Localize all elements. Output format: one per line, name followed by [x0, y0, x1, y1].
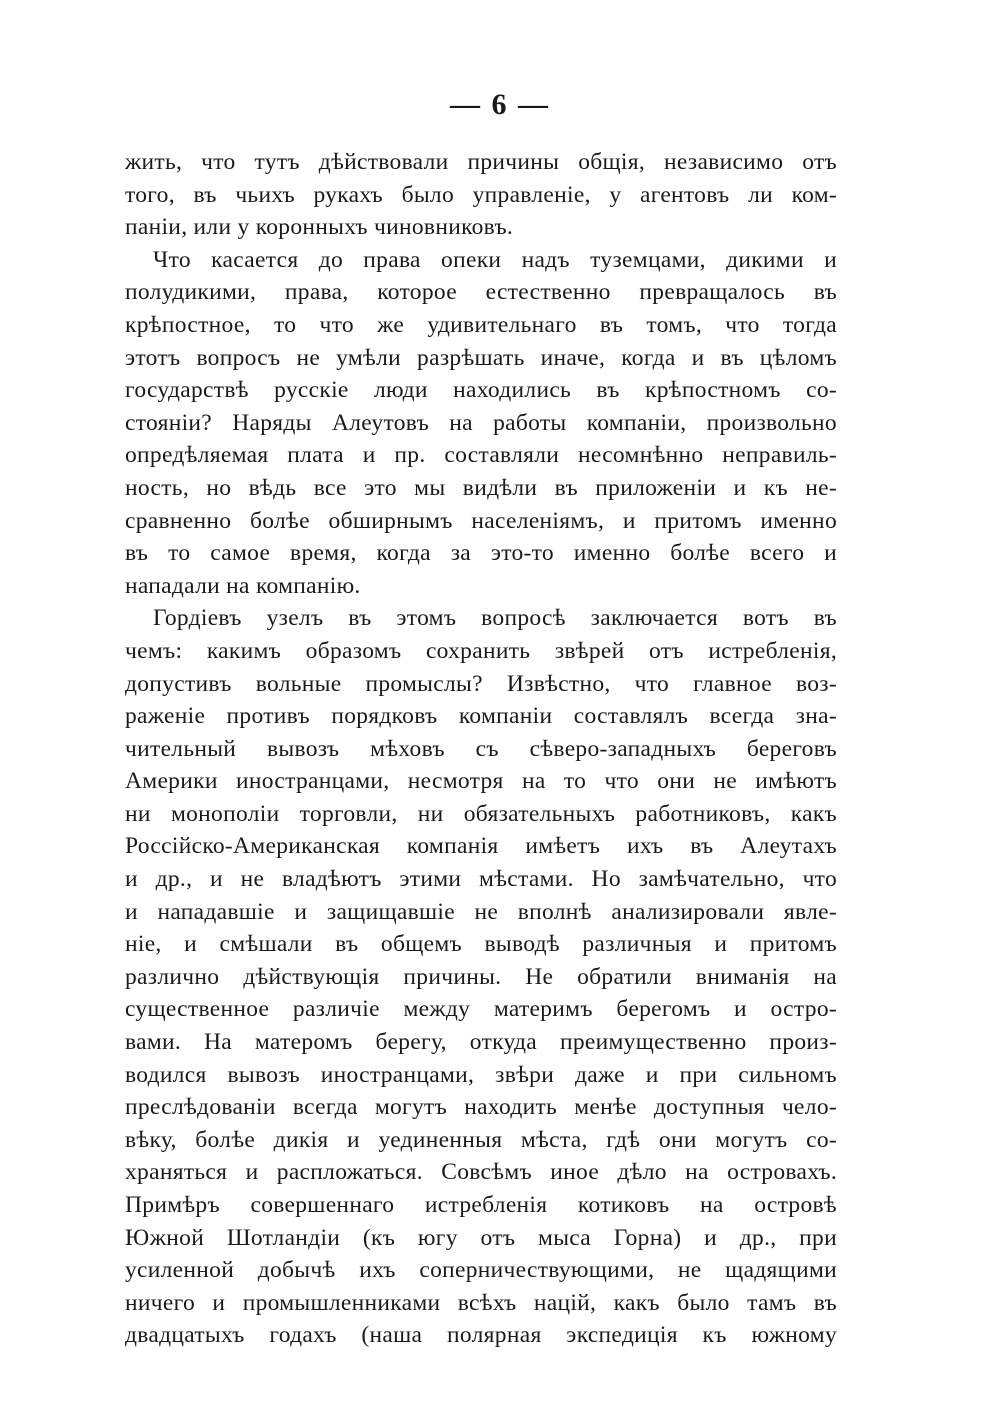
paragraph-start-line: Что касается до права опеки надъ туземцами, дикими и	[153, 246, 837, 273]
text-line: стояніи? Наряды Алеутовъ на работы компаніи, произвольно	[125, 409, 837, 436]
page-number: — 6 —	[450, 88, 550, 121]
text-line: сравненно болѣе обширнымъ населеніямъ, и притомъ именно	[125, 507, 837, 534]
text-line: ничего и промышленниками всѣхъ націй, какъ было тамъ въ	[125, 1289, 837, 1316]
text-line: ность, но вѣдь все это мы видѣли въ приложеніи и къ не-	[125, 474, 837, 501]
text-line: Примѣръ совершеннаго истребленія котиковъ на островѣ	[125, 1192, 837, 1218]
paragraph-start-line: Гордіевъ узелъ въ этомъ вопросѣ заключается вотъ въ	[153, 605, 837, 632]
text-line: Россійско-Американская компанія имѣетъ ихъ въ Алеутахъ	[125, 833, 837, 860]
body-text	[125, 146, 837, 1352]
text-line: Америки иностранцами, несмотря на то что они не имѣютъ	[125, 768, 837, 795]
text-line: водился вывозъ иностранцами, звѣри даже и при сильномъ	[125, 1061, 837, 1088]
text-line: жить, что тутъ дѣйствовали причины общія, независимо отъ	[125, 149, 837, 175]
text-line: крѣпостное, то что же удивительнаго въ томъ, что тогда	[125, 311, 837, 338]
text-line: усиленной добычѣ ихъ соперничествующими, не щадящими	[125, 1257, 837, 1284]
text-line: того, въ чьихъ рукахъ было управленіе, у агентовъ ли ком-	[125, 181, 837, 208]
text-line: допустивъ вольные промыслы? Извѣстно, что главное воз-	[125, 670, 837, 697]
text-line: чительный вывозъ мѣховъ съ сѣверо-западныхъ береговъ	[125, 735, 837, 762]
text-line: преслѣдованіи всегда могутъ находить менѣе доступныя чело-	[125, 1094, 837, 1121]
text-line: и др., и не владѣютъ этими мѣстами. Но замѣчательно, что	[125, 866, 837, 893]
text-line: въ то самое время, когда за это-то именно болѣе всего и	[125, 540, 837, 567]
text-line: нападали на компанію.	[125, 572, 361, 599]
text-line: различно дѣйствующія причины. Не обратили вниманія на	[125, 963, 837, 990]
text-line: этотъ вопросъ не умѣли разрѣшать иначе, когда и въ цѣломъ	[125, 344, 837, 371]
text-line: чемъ: какимъ образомъ сохранить звѣрей отъ истребленія,	[125, 637, 837, 664]
text-line: раженіе противъ порядковъ компаніи составлялъ всегда зна-	[125, 703, 837, 730]
text-line: и нападавшіе и защищавшіе не вполнѣ анализировали явле-	[125, 898, 837, 925]
text-line: храняться и распложаться. Совсѣмъ иное дѣло на островахъ.	[125, 1159, 837, 1186]
text-line: полудикими, права, которое естественно превращалось въ	[125, 279, 837, 306]
text-line: ни монополіи торговли, ни обязательныхъ работниковъ, какъ	[125, 800, 837, 827]
text-line: паніи, или у коронныхъ чиновниковъ.	[125, 214, 514, 241]
text-line: вами. На матеромъ берегу, откуда преимущественно произ-	[125, 1029, 837, 1056]
text-line: опредѣляемая плата и пр. составляли несомнѣнно неправиль-	[125, 442, 837, 469]
text-line: существенное различіе между материмъ берегомъ и остро-	[125, 996, 837, 1023]
text-line: двадцатыхъ годахъ (наша полярная экспедиція къ южному	[125, 1322, 837, 1349]
text-line: ніе, и смѣшали въ общемъ выводѣ различныя и притомъ	[125, 931, 837, 958]
text-line: вѣку, болѣе дикія и уединенныя мѣста, гдѣ они могутъ со-	[125, 1126, 837, 1153]
text-line: Южной Шотландіи (къ югу отъ мыса Горна) и др., при	[125, 1224, 837, 1251]
text-line: государствѣ русскіе люди находились въ крѣпостномъ со-	[125, 377, 837, 404]
